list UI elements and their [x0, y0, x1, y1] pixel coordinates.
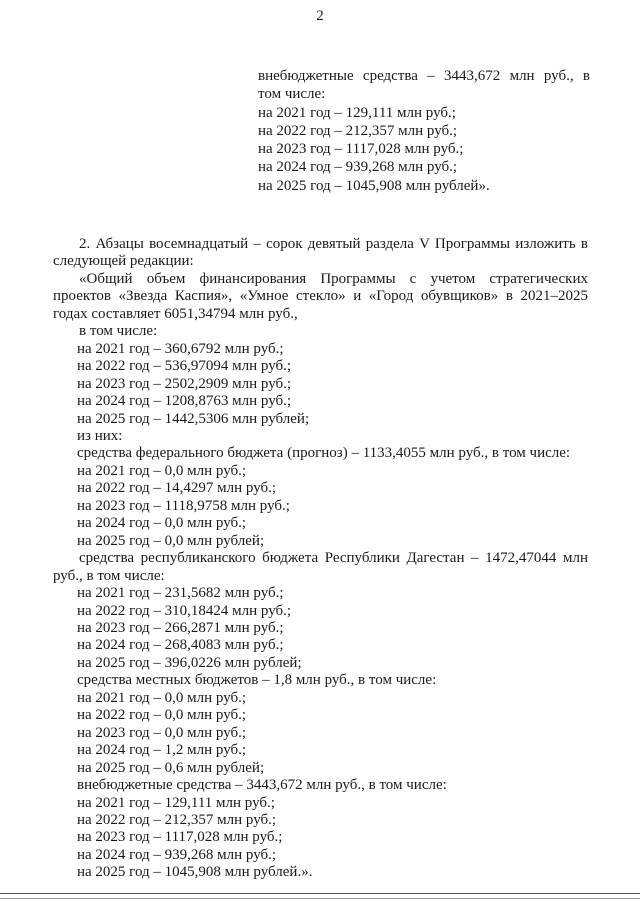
text-line: на 2024 год – 1,2 млн руб.;: [77, 742, 247, 759]
text-line: на 2023 год – 1117,028 млн руб.;: [258, 141, 464, 158]
text-line: внебюджетные средства – 3443,672 млн руб., в том числе:: [77, 777, 447, 794]
text-line: на 2021 год – 129,111 млн руб.;: [258, 104, 456, 121]
text-line: на 2021 год – 0,0 млн руб.;: [77, 689, 247, 706]
text-line: на 2021 год – 360,6792 млн руб.;: [77, 340, 284, 357]
text-line: на 2023 год – 1118,9758 млн руб.;: [77, 497, 290, 514]
text-line: на 2023 год – 266,2871 млн руб.;: [77, 619, 284, 636]
continued-paragraph: [258, 67, 590, 195]
text-line: на 2025 год – 1442,5306 млн рублей;: [77, 410, 310, 427]
text-line: внебюджетные средства – 3443,672 млн руб., в: [258, 68, 590, 84]
text-line: на 2021 год – 231,5682 млн руб.;: [77, 585, 284, 602]
text-line: на 2024 год – 0,0 млн руб.;: [77, 515, 247, 532]
text-line: на 2025 год – 1045,908 млн рублей.».: [77, 864, 313, 881]
text-line: на 2023 год – 0,0 млн руб.;: [77, 724, 247, 741]
text-line: средства федерального бюджета (прогноз) – 1133,4055 млн руб., в том числе:: [77, 445, 571, 462]
text-line: на 2024 год – 939,268 млн руб.;: [77, 846, 277, 863]
text-line: на 2021 год – 0,0 млн руб.;: [77, 462, 247, 479]
text-line: на 2025 год – 1045,908 млн рублей».: [258, 177, 490, 194]
text-line: на 2022 год – 0,0 млн руб.;: [77, 707, 247, 724]
text-line: на 2025 год – 0,0 млн рублей;: [77, 532, 265, 549]
bottom-rule: [0, 898, 640, 899]
text-line: том числе:: [258, 86, 326, 103]
text-line: на 2021 год – 129,111 млн руб.;: [77, 794, 275, 811]
text-line: следующей редакции:: [53, 253, 194, 270]
bottom-rule: [0, 893, 640, 894]
text-line: на 2025 год – 396,0226 млн рублей;: [77, 654, 302, 671]
text-line: в том числе:: [79, 323, 158, 340]
text-line: проектов «Звезда Каспия», «Умное стекло» и «Город обувщиков» в 2021–2025: [53, 288, 588, 305]
paragraph-heading-line: 2. Абзацы восемнадцатый – сорок девятый раздела V Программы изложить в: [79, 236, 588, 252]
text-line: на 2023 год – 2502,2909 млн руб.;: [77, 375, 292, 392]
text-line: на 2022 год – 212,357 млн руб.;: [258, 122, 458, 139]
text-line: на 2023 год – 1117,028 млн руб.;: [77, 829, 283, 846]
text-line: на 2025 год – 0,6 млн рублей;: [77, 759, 265, 776]
text-line: годах составляет 6051,34794 млн руб.,: [53, 305, 298, 322]
text-line: на 2024 год – 939,268 млн руб.;: [258, 159, 458, 176]
main-text: [53, 236, 588, 882]
text-line: на 2022 год – 212,357 млн руб.;: [77, 811, 277, 828]
text-line: руб., в том числе:: [53, 567, 165, 584]
text-line: на 2024 год – 268,4083 млн руб.;: [77, 637, 284, 654]
page-number: 2: [316, 8, 324, 24]
text-line: «Общий объем финансирования Программы с учетом стратегических: [79, 270, 588, 287]
text-line: на 2024 год – 1208,8763 млн руб.;: [77, 393, 292, 410]
text-line: на 2022 год – 536,97094 млн руб.;: [77, 358, 292, 375]
text-line: на 2022 год – 14,4297 млн руб.;: [77, 480, 277, 497]
text-line: из них:: [77, 427, 123, 444]
text-line: средства республиканского бюджета Республики Дагестан – 1472,47044 млн: [79, 550, 588, 567]
text-line: средства местных бюджетов – 1,8 млн руб., в том числе:: [77, 672, 437, 689]
text-line: на 2022 год – 310,18424 млн руб.;: [77, 602, 292, 619]
